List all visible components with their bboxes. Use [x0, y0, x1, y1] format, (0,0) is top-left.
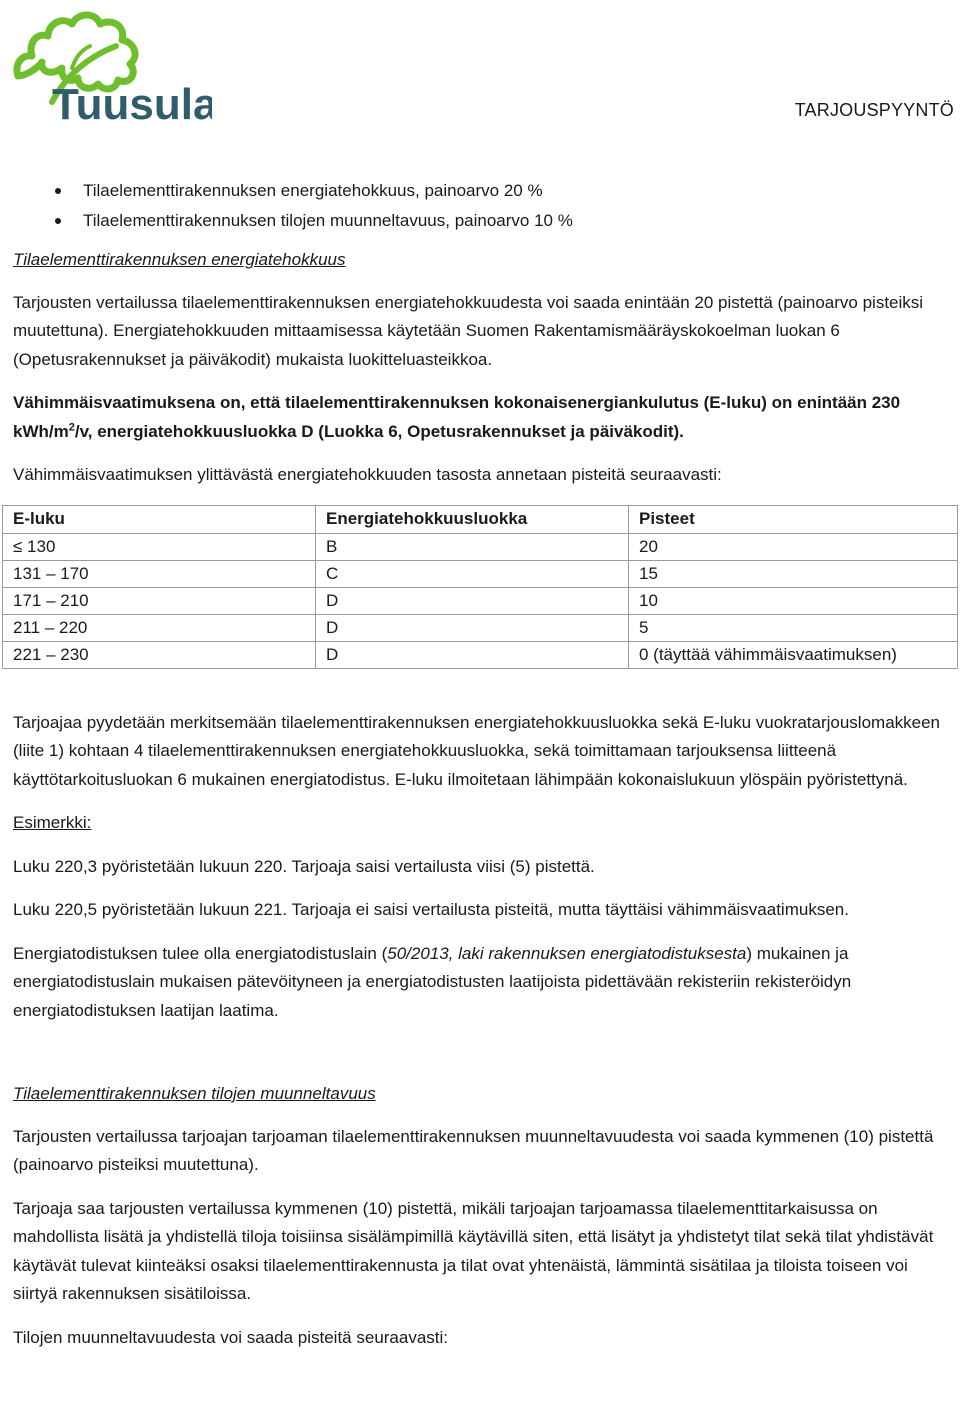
table-cell: 171 – 210 [3, 587, 316, 614]
table-row [3, 614, 958, 641]
law-reference: 50/2013, laki rakennuksen energiatodistuksesta [387, 943, 747, 963]
section-heading-energy: Tilaelementtirakennuksen energiatehokkuus [13, 250, 346, 269]
table-row [3, 641, 958, 668]
paragraph-adaptability-scoring: Tarjousten vertailussa tarjoajan tarjoaman tilaelementtirakennuksen muunneltavuudesta voi saada kymmenen (10) pistettä (painoarvo pisteiksi muutettuna). [13, 1126, 934, 1174]
table-cell: 221 – 230 [3, 641, 316, 668]
list-item: Tilaelementtirakennuksen tilojen muunneltavuus, painoarvo 10 % [13, 206, 948, 236]
example-label: Esimerkki: [13, 813, 92, 832]
paragraph-certificate-law: Energiatodistuksen tulee olla energiatodistuslain (50/2013, laki rakennuksen energiatodistuksesta) mukainen ja energiatodistuslain mukaisen pätevöityneen ja energiatodistusten laatijoista pidettävään rekisteriin rekisteröidyn energiatodistuksen laatijan laatima. [13, 943, 852, 1020]
section-heading-adaptability: Tilaelementtirakennuksen tilojen muunneltavuus [13, 1084, 376, 1103]
paragraph-energy-scoring: Tarjousten vertailussa tilaelementtirakennuksen energiatehokkuudesta voi saada enintään 20 pistettä (painoarvo pisteiksi muutettuna). Energiatehokkuuden mittaamisessa käytetään Suomen Rakentamismääräyskokoelman luokan 6 (Opetusrakennukset ja päiväkodit) mukaista luokitteluasteikkoa. [13, 292, 924, 369]
logo-wordmark: Tuusula [52, 80, 212, 124]
paragraph-submission-instructions: Tarjoajaa pyydetään merkitsemään tilaelementtirakennuksen energiatehokkuusluokka sekä E-luku vuokratarjouslomakkeen (liite 1) kohtaan 4 tilaelementtirakennuksen energiatehokkuusluokka, sekä toimittamaan tarjouksensa liitteenä käyttötarkoitusluokan 6 mukainen energiatodistus. E-luku ilmoitetaan lähimpään kokonaislukuun ylöspäin pyöristettynä. [13, 712, 941, 789]
paragraph-points-intro: Vähimmäisvaatimuksen ylittävästä energiatehokkuuden tasosta annetaan pisteitä seuraavasti: [13, 465, 722, 484]
table-row [3, 533, 958, 560]
section-spacer [13, 1040, 948, 1080]
table-cell: 5 [629, 614, 958, 641]
table-cell: D [316, 614, 629, 641]
table-cell: ≤ 130 [3, 533, 316, 560]
table-cell: 10 [629, 587, 958, 614]
table-cell: 211 – 220 [3, 614, 316, 641]
list-item: Tilaelementtirakennuksen energiatehokkuus, painoarvo 20 % [13, 176, 948, 206]
table-cell: D [316, 641, 629, 668]
table-row [3, 587, 958, 614]
column-header: Energiatehokkuusluokka [316, 505, 629, 533]
tuusula-logo [12, 6, 212, 124]
energy-points-table [2, 505, 958, 669]
table-header-row [3, 505, 958, 533]
oak-leaf-logo-icon [12, 6, 212, 124]
table-cell: 15 [629, 560, 958, 587]
bullet-icon [55, 218, 61, 224]
table-cell: B [316, 533, 629, 560]
table-cell: C [316, 560, 629, 587]
column-header: E-luku [3, 505, 316, 533]
table-cell: 20 [629, 533, 958, 560]
table-cell: 0 (täyttää vähimmäisvaatimuksen) [629, 641, 958, 668]
paragraph-adaptability-criteria: Tarjoaja saa tarjousten vertailussa kymmenen (10) pistettä, mikäli tarjoajan tarjoamassa tilaelementtitarkaisussa on mahdollista lisätä ja yhdistellä tiloja toisiinsa sisälämpimillä käytävillä siten, että lisätyt ja yhdistetyt tilat sekä tilat yhdistävät käytävät tulevat kiinteäksi osaksi tilaelementtirakennusta ja tilat ovat yhtenäistä, lämmintä sisätilaa ja tiloista toiseen voi siirtyä rakennuksen sisätiloissa. [13, 1198, 934, 1303]
table-cell: D [316, 587, 629, 614]
table-row [3, 560, 958, 587]
paragraph-adaptability-points-intro: Tilojen muunneltavuudesta voi saada pisteitä seuraavasti: [13, 1327, 449, 1347]
table-cell: 131 – 170 [3, 560, 316, 587]
criteria-list [13, 176, 948, 236]
example-2: Luku 220,5 pyöristetään lukuun 221. Tarjoaja ei saisi vertailusta pisteitä, mutta täyttäisi vähimmäisvaatimuksen. [13, 900, 849, 919]
paragraph-minimum-requirement: Vähimmäisvaatimuksena on, että tilaelementtirakennuksen kokonaisenergiankulutus (E-luku) on enintään 230 kWh/$m^2/v$, energiatehokkuusluokka D (Luokka 6, Opetusrakennukset ja päiväkodit). [13, 393, 901, 441]
column-header: Pisteet [629, 505, 958, 533]
document-body [13, 176, 948, 1367]
document-title: TARJOUSPYYNTÖ [794, 100, 954, 120]
example-1: Luku 220,3 pyöristetään lukuun 220. Tarjoaja saisi vertailusta viisi (5) pistettä. [13, 856, 595, 876]
bullet-icon [55, 188, 61, 194]
